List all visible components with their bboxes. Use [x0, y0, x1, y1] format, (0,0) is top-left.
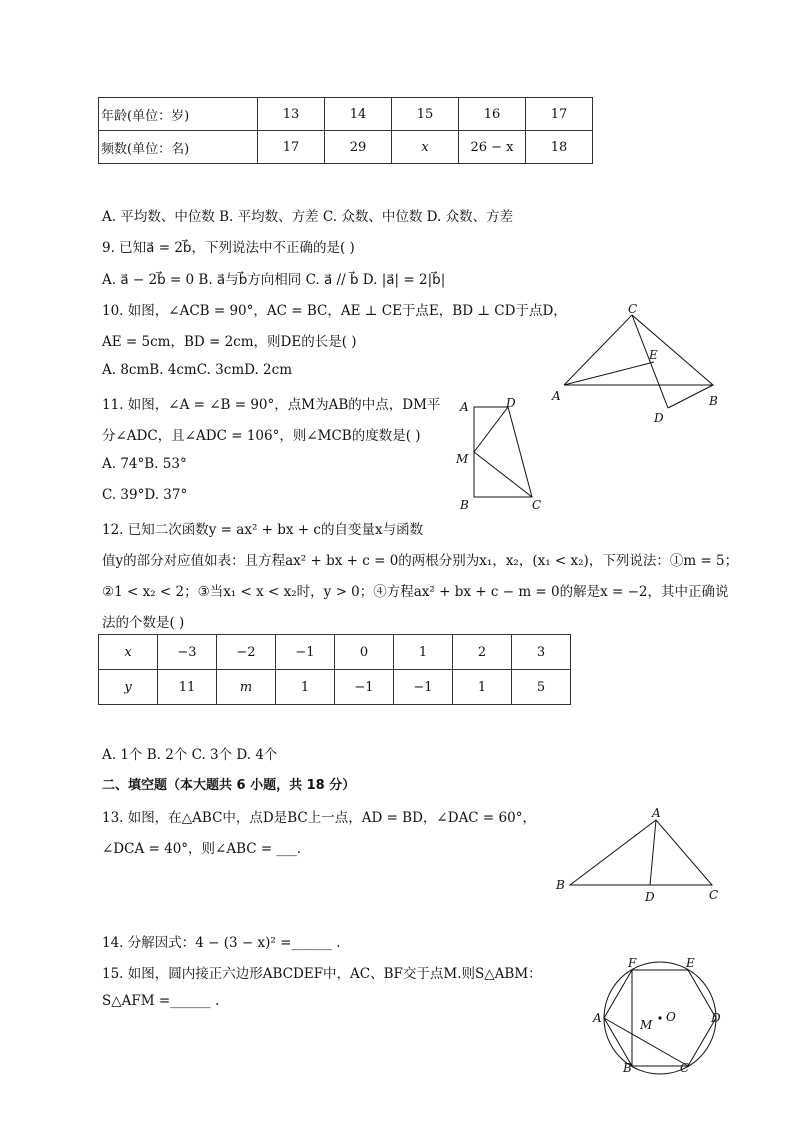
q11-line1: 11. 如图，∠A = ∠B = 90°，点M为AB的中点，DM平: [102, 397, 441, 413]
table-cell: 3: [512, 635, 571, 670]
quadrilateral-abcd: [474, 407, 532, 497]
label-d: D: [645, 890, 655, 904]
table-cell: 频数(单位：名): [99, 131, 258, 164]
label-b: B: [460, 498, 469, 512]
q13-line1: 13. 如图，在△ABC中，点D是BC上一点，AD = BD，∠DAC = 60°，: [102, 810, 536, 826]
q11-figure: [450, 395, 550, 517]
table-cell: 14: [325, 98, 392, 131]
q15-figure: [590, 955, 730, 1077]
table-cell: 1: [453, 670, 512, 705]
q12-line2: 值y的部分对应值如表：且方程ax² + bx + c = 0的两根分别为x₁，x₂，(x₁ < x₂)，下列说法：①m = 5；: [102, 553, 739, 569]
table-cell: 29: [325, 131, 392, 164]
table-cell: x: [392, 131, 459, 164]
table-cell: 1: [276, 670, 335, 705]
label-d: D: [711, 1011, 721, 1025]
q8-options: A. 平均数、中位数 B. 平均数、方差 C. 众数、中位数 D. 众数、方差: [102, 209, 514, 225]
q10-options: A. 8cmB. 4cmC. 3cmD. 2cm: [102, 362, 292, 378]
line-ad: [650, 820, 656, 885]
table-cell: 15: [392, 98, 459, 131]
xy-value-table: [98, 634, 571, 705]
table-row: [99, 635, 571, 670]
table-row: [99, 98, 593, 131]
table-cell: −1: [276, 635, 335, 670]
line-bd: [668, 385, 713, 408]
label-a: A: [652, 806, 661, 820]
label-o: O: [666, 1010, 676, 1024]
table-cell: −3: [158, 635, 217, 670]
q10-figure: [548, 300, 728, 428]
q11-line2: 分∠ADC，且∠ADC = 106°，则∠MCB的度数是( ): [102, 428, 421, 444]
table-cell: 13: [258, 98, 325, 131]
table-cell: 17: [258, 131, 325, 164]
label-e: E: [686, 956, 695, 970]
q11-options2: C. 39°D. 37°: [102, 487, 188, 503]
table-cell: −2: [217, 635, 276, 670]
label-b: B: [623, 1061, 632, 1075]
age-frequency-table: [98, 97, 593, 164]
label-m: M: [456, 452, 469, 466]
table-cell: 2: [453, 635, 512, 670]
q12-line4: 法的个数是( ): [102, 615, 185, 631]
section-heading: 二、填空题（本大题共 6 小题，共 18 分）: [102, 778, 356, 793]
label-m: M: [640, 1018, 653, 1032]
q13-line2: ∠DCA = 40°，则∠ABC = ___.: [102, 841, 302, 857]
label-e: E: [649, 348, 658, 362]
label-f: F: [628, 956, 637, 970]
table-cell: 5: [512, 670, 571, 705]
table-cell: −1: [335, 670, 394, 705]
q10-line1: 10. 如图，∠ACB = 90°，AC = BC，AE ⊥ CE于点E，BD ⊥ CD于点D，: [102, 303, 567, 319]
label-a: A: [460, 400, 469, 414]
table-row: [99, 670, 571, 705]
label-c: C: [709, 888, 719, 902]
label-d: D: [654, 411, 664, 425]
table-cell: 16: [459, 98, 526, 131]
q12-line3: ②1 < x₂ < 2；③当x₁ < x < x₂时，y > 0；④方程ax² + bx + c − m = 0的解是x = −2，其中正确说: [102, 584, 729, 600]
q11-options1: A. 74°B. 53°: [102, 456, 187, 472]
label-c: C: [680, 1061, 690, 1075]
label-b: B: [709, 394, 718, 408]
table-cell: 0: [335, 635, 394, 670]
table-row: [99, 131, 593, 164]
line-ae: [564, 362, 654, 385]
line-dm: [474, 407, 508, 452]
q13-figure: [550, 805, 730, 905]
label-c: C: [532, 498, 542, 512]
table-cell: 17: [526, 98, 593, 131]
label-c: C: [628, 302, 638, 316]
q12-options: A. 1个 B. 2个 C. 3个 D. 4个: [102, 747, 278, 763]
triangle-abc: [570, 820, 712, 885]
center-point: [658, 1016, 661, 1019]
table-cell: 18: [526, 131, 593, 164]
label-d: D: [506, 396, 516, 410]
triangle-acb: [564, 315, 713, 385]
label-b: B: [556, 878, 565, 892]
table-cell: 26 − x: [459, 131, 526, 164]
table-cell: 11: [158, 670, 217, 705]
table-cell: m: [217, 670, 276, 705]
table-cell: 1: [394, 635, 453, 670]
line-mc: [474, 452, 532, 497]
label-a: A: [593, 1011, 602, 1025]
table-cell: x: [99, 635, 158, 670]
q15-line2: S△AFM =______ .: [102, 993, 220, 1009]
table-cell: −1: [394, 670, 453, 705]
table-cell: y: [99, 670, 158, 705]
q12-line1: 12. 已知二次函数y = ax² + bx + c的自变量x与函数: [102, 522, 424, 538]
q15-line1: 15. 如图，圆内接正六边形ABCDEF中，AC、BF交于点M.则S△ABM：: [102, 966, 542, 982]
q14: 14. 分解因式：4 − (3 − x)² =______ .: [102, 935, 341, 951]
q9-stem: 9. 已知a⃗ = 2b⃗，下列说法中不正确的是( ): [102, 240, 355, 256]
q10-line2: AE = 5cm，BD = 2cm，则DE的长是( ): [102, 334, 357, 350]
label-a: A: [552, 389, 561, 403]
table-cell: 年龄(单位：岁): [99, 98, 258, 131]
q9-options: A. a⃗ − 2b⃗ = 0 B. a⃗与b⃗方向相同 C. a⃗ // b⃗ D. |a⃗| = 2|b⃗|: [102, 272, 446, 288]
